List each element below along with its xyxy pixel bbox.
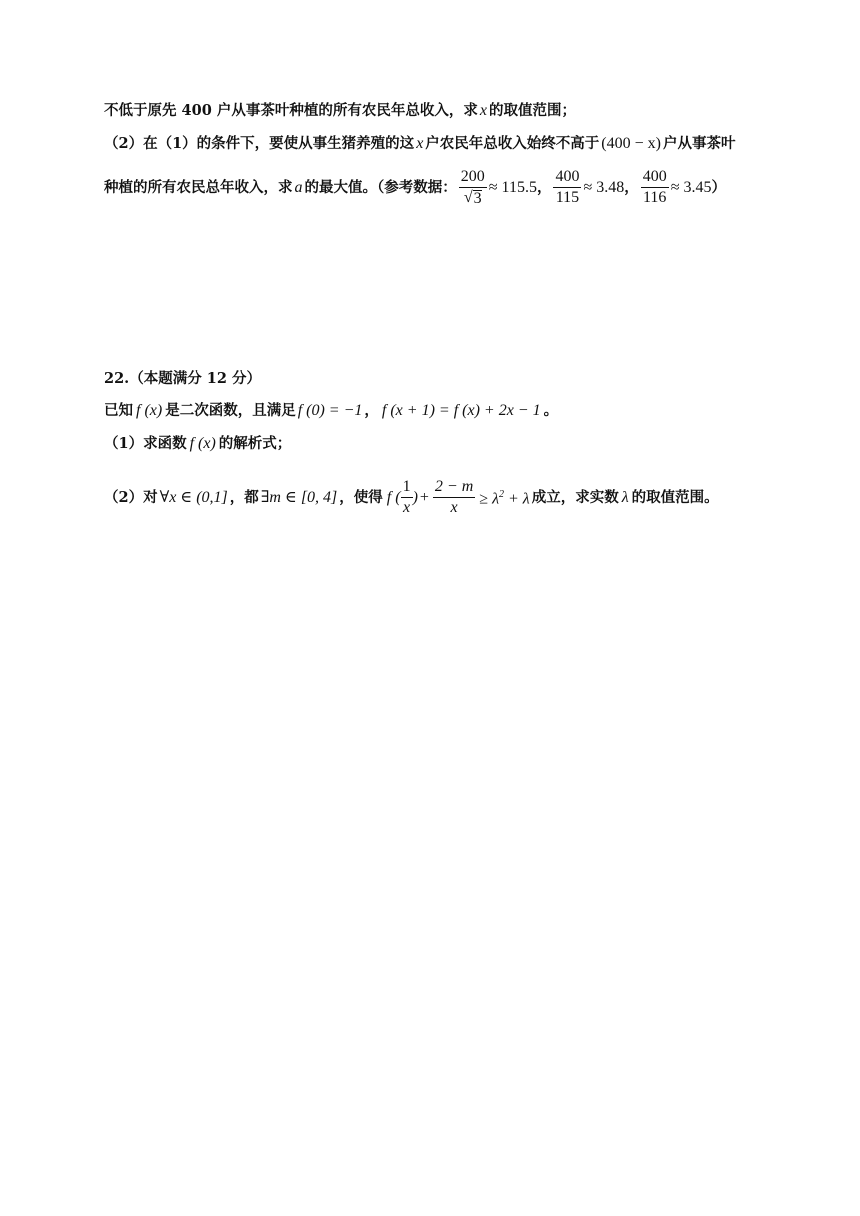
math-condition-1: f (0) = −1 — [297, 402, 363, 419]
numerator: 400 — [553, 168, 581, 188]
math-inequality — [479, 485, 529, 509]
reference-fraction-2 — [553, 168, 581, 207]
q21-part-2 — [104, 134, 735, 154]
text: 成立，求实数 — [531, 488, 619, 506]
separator: ， — [624, 178, 639, 196]
text: 户农民年总收入始终不高于 — [425, 135, 600, 152]
numerator: 1 — [401, 478, 413, 498]
text: 的解析式； — [218, 435, 292, 452]
q22-stem — [104, 401, 558, 421]
text: 的取值范围； — [488, 102, 576, 119]
radicand: 3 — [473, 190, 482, 207]
text: 户从事茶叶 — [662, 135, 736, 152]
denominator: 115 — [555, 189, 580, 206]
q22-part-2 — [104, 478, 719, 517]
text: 的最大值。（参考数据： — [304, 178, 457, 196]
inequality-lhs: ≥ λ — [479, 490, 499, 508]
math-expression: f (x) — [136, 402, 163, 419]
text: ，都 — [229, 488, 259, 506]
q21-line-3 — [104, 168, 726, 207]
reference-value-2: ≈ 3.48 — [583, 178, 625, 196]
text: 。 — [543, 402, 559, 419]
inequality-tail: + λ — [508, 490, 530, 508]
math-variable: x — [416, 135, 424, 152]
math-forall: ∀x ∈ (0,1] — [159, 488, 228, 506]
text: （2）对 — [104, 488, 158, 506]
separator: ， — [536, 178, 552, 196]
math-function: f ( — [386, 488, 401, 506]
fraction-two-minus-m-over-x — [433, 478, 475, 517]
reference-fraction-1 — [459, 168, 487, 207]
sqrt — [464, 189, 482, 207]
math-variable: a — [294, 178, 303, 196]
text: （1）求函数 — [104, 435, 187, 452]
text: （2）在（1）的条件下，要使从事生猪养殖的这 — [104, 135, 415, 152]
q21-line-1 — [104, 101, 576, 121]
text: ，使得 — [339, 488, 383, 506]
question-header: 22.（本题满分 12 分） — [104, 370, 262, 387]
q22-header — [104, 369, 261, 389]
math-paren: ) — [412, 488, 418, 506]
math-variable: λ — [621, 488, 629, 506]
q22-part-1 — [104, 434, 291, 454]
math-condition-2: f (x + 1) = f (x) + 2x − 1 — [381, 402, 541, 419]
radical-sign: √ — [463, 189, 473, 206]
numerator: 2 − m — [433, 478, 475, 498]
denominator: x — [450, 499, 458, 516]
math-exists: ∃m ∈ [0, 4] — [260, 488, 338, 506]
text: 是二次函数，且满足 — [165, 402, 296, 419]
reference-value-1: ≈ 115.5 — [488, 178, 537, 196]
denominator: 116 — [643, 189, 667, 206]
superscript: 2 — [499, 489, 504, 501]
reference-value-3: ≈ 3.45 — [670, 178, 712, 196]
math-variable: x — [479, 102, 487, 119]
separator: ， — [364, 402, 379, 419]
math-expression: (400 − x) — [601, 135, 661, 152]
text: 已知 — [104, 402, 133, 419]
text: 种植的所有农民总年收入，求 — [104, 178, 293, 196]
text: 不低于原先 400 户从事茶叶种植的所有农民年总收入，求 — [104, 102, 478, 119]
math-expression: f (x) — [189, 435, 216, 452]
numerator: 200 — [459, 168, 487, 188]
text: ） — [711, 178, 726, 196]
math-operator: + — [419, 488, 429, 506]
text: 的取值范围。 — [631, 488, 719, 506]
reference-fraction-3 — [641, 168, 669, 207]
denominator: x — [403, 499, 411, 516]
denominator — [462, 188, 484, 207]
fraction-one-over-x — [401, 478, 413, 517]
numerator: 400 — [641, 168, 669, 188]
